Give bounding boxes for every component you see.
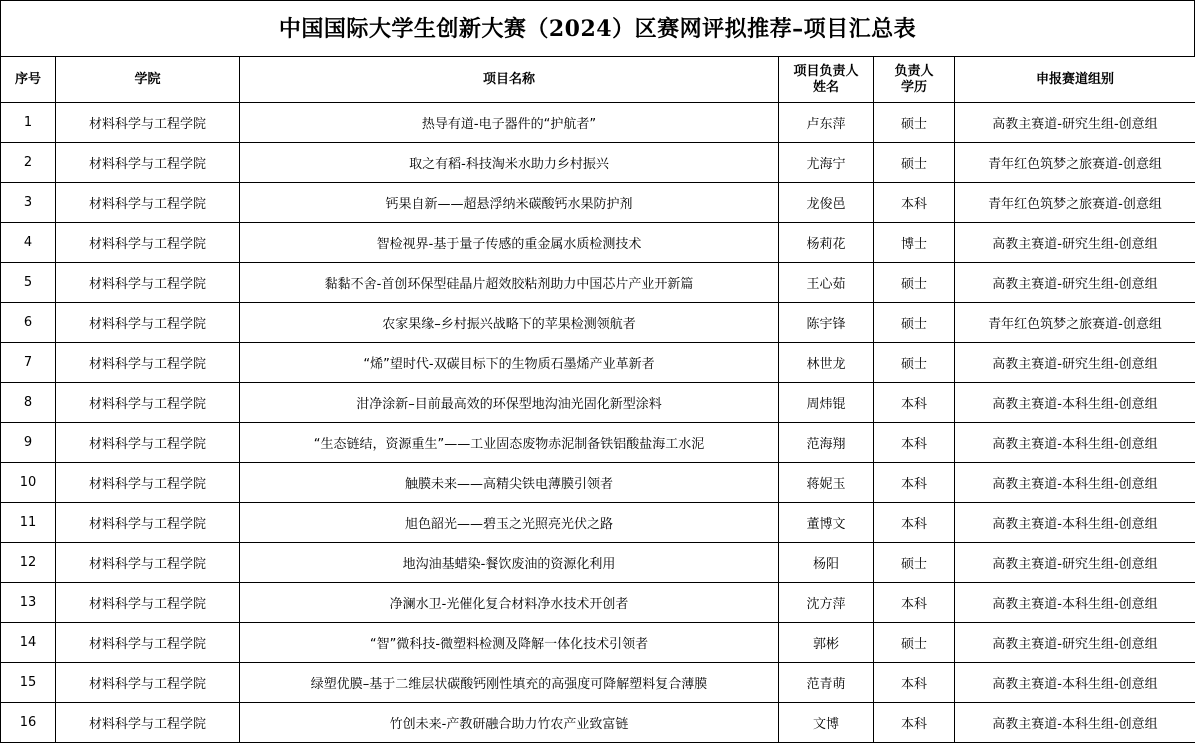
cell-track: 青年红色筑梦之旅赛道-创意组 xyxy=(955,143,1195,183)
cell-leader-name: 范海翔 xyxy=(779,423,874,463)
header-leader-name-line2: 姓名 xyxy=(812,79,839,95)
cell-leader-degree: 本科 xyxy=(874,183,955,223)
cell-leader-name: 王心茹 xyxy=(779,263,874,303)
table-row xyxy=(1,623,1195,663)
table-row xyxy=(1,383,1195,423)
cell-index: 8 xyxy=(1,383,56,423)
cell-project-name: 地沟油基蜡染-餐饮废油的资源化利用 xyxy=(240,543,779,583)
cell-leader-degree: 硕士 xyxy=(874,263,955,303)
cell-track: 青年红色筑梦之旅赛道-创意组 xyxy=(955,303,1195,343)
header-leader-degree xyxy=(874,57,955,103)
cell-leader-degree: 本科 xyxy=(874,463,955,503)
cell-leader-name: 卢东萍 xyxy=(779,103,874,143)
cell-project-name: 触膜未来——高精尖铁电薄膜引领者 xyxy=(240,463,779,503)
table-row xyxy=(1,143,1195,183)
cell-college: 材料科学与工程学院 xyxy=(56,143,240,183)
table-row xyxy=(1,663,1195,703)
cell-project-name: 旭色韶光——碧玉之光照亮光伏之路 xyxy=(240,503,779,543)
cell-college: 材料科学与工程学院 xyxy=(56,543,240,583)
cell-college: 材料科学与工程学院 xyxy=(56,583,240,623)
cell-index: 5 xyxy=(1,263,56,303)
cell-leader-name: 林世龙 xyxy=(779,343,874,383)
header-leader-name-line1: 项目负责人 xyxy=(793,63,859,79)
cell-project-name: “智”微科技-微塑料检测及降解一体化技术引领者 xyxy=(240,623,779,663)
cell-leader-degree: 硕士 xyxy=(874,343,955,383)
header-row xyxy=(1,57,1195,103)
cell-leader-degree: 本科 xyxy=(874,583,955,623)
cell-leader-degree: 硕士 xyxy=(874,303,955,343)
cell-index: 7 xyxy=(1,343,56,383)
cell-college: 材料科学与工程学院 xyxy=(56,183,240,223)
cell-project-name: 泔净涂新–目前最高效的环保型地沟油光固化新型涂料 xyxy=(240,383,779,423)
cell-track: 高教主赛道-研究生组-创意组 xyxy=(955,103,1195,143)
cell-project-name: 取之有稻-科技淘米水助力乡村振兴 xyxy=(240,143,779,183)
table-row xyxy=(1,303,1195,343)
table-row xyxy=(1,423,1195,463)
cell-index: 3 xyxy=(1,183,56,223)
cell-leader-name: 杨阳 xyxy=(779,543,874,583)
cell-index: 2 xyxy=(1,143,56,183)
header-project-name: 项目名称 xyxy=(240,57,779,103)
cell-leader-name: 杨莉花 xyxy=(779,223,874,263)
cell-index: 6 xyxy=(1,303,56,343)
cell-leader-degree: 本科 xyxy=(874,383,955,423)
cell-leader-degree: 硕士 xyxy=(874,623,955,663)
cell-leader-name: 董博文 xyxy=(779,503,874,543)
cell-track: 高教主赛道-本科生组-创意组 xyxy=(955,703,1195,743)
cell-project-name: 绿塑优膜–基于二维层状碳酸钙刚性填充的高强度可降解塑料复合薄膜 xyxy=(240,663,779,703)
header-index: 序号 xyxy=(1,57,56,103)
cell-project-name: 净澜水卫-光催化复合材料净水技术开创者 xyxy=(240,583,779,623)
cell-track: 高教主赛道-研究生组-创意组 xyxy=(955,263,1195,303)
cell-track: 高教主赛道-本科生组-创意组 xyxy=(955,383,1195,423)
cell-project-name: 热导有道-电子器件的“护航者” xyxy=(240,103,779,143)
cell-college: 材料科学与工程学院 xyxy=(56,263,240,303)
cell-index: 10 xyxy=(1,463,56,503)
cell-project-name: 钙果自新——超悬浮纳米碳酸钙水果防护剂 xyxy=(240,183,779,223)
table-row xyxy=(1,183,1195,223)
cell-college: 材料科学与工程学院 xyxy=(56,703,240,743)
cell-college: 材料科学与工程学院 xyxy=(56,383,240,423)
table-row xyxy=(1,103,1195,143)
cell-track: 高教主赛道-研究生组-创意组 xyxy=(955,543,1195,583)
table-body xyxy=(1,103,1195,743)
cell-college: 材料科学与工程学院 xyxy=(56,423,240,463)
cell-college: 材料科学与工程学院 xyxy=(56,503,240,543)
cell-track: 高教主赛道-本科生组-创意组 xyxy=(955,463,1195,503)
cell-leader-degree: 硕士 xyxy=(874,143,955,183)
table-row xyxy=(1,583,1195,623)
cell-leader-name: 尤海宁 xyxy=(779,143,874,183)
cell-leader-degree: 本科 xyxy=(874,423,955,463)
cell-college: 材料科学与工程学院 xyxy=(56,623,240,663)
cell-index: 9 xyxy=(1,423,56,463)
cell-leader-degree: 本科 xyxy=(874,703,955,743)
cell-leader-name: 龙俊邑 xyxy=(779,183,874,223)
cell-college: 材料科学与工程学院 xyxy=(56,103,240,143)
cell-index: 11 xyxy=(1,503,56,543)
cell-track: 高教主赛道-本科生组-创意组 xyxy=(955,503,1195,543)
cell-track: 青年红色筑梦之旅赛道-创意组 xyxy=(955,183,1195,223)
cell-college: 材料科学与工程学院 xyxy=(56,223,240,263)
header-leader-degree-line1: 负责人 xyxy=(894,63,934,79)
cell-leader-degree: 博士 xyxy=(874,223,955,263)
cell-project-name: 智检视界-基于量子传感的重金属水质检测技术 xyxy=(240,223,779,263)
header-college: 学院 xyxy=(56,57,240,103)
cell-index: 1 xyxy=(1,103,56,143)
cell-leader-name: 陈宇锋 xyxy=(779,303,874,343)
table-row xyxy=(1,543,1195,583)
table-row xyxy=(1,463,1195,503)
cell-track: 高教主赛道-本科生组-创意组 xyxy=(955,663,1195,703)
cell-leader-degree: 本科 xyxy=(874,503,955,543)
table-row xyxy=(1,503,1195,543)
cell-track: 高教主赛道-研究生组-创意组 xyxy=(955,223,1195,263)
cell-project-name: 竹创未来-产教研融合助力竹农产业致富链 xyxy=(240,703,779,743)
table-row xyxy=(1,263,1195,303)
cell-college: 材料科学与工程学院 xyxy=(56,303,240,343)
cell-project-name: “烯”望时代-双碳目标下的生物质石墨烯产业革新者 xyxy=(240,343,779,383)
cell-index: 13 xyxy=(1,583,56,623)
cell-index: 4 xyxy=(1,223,56,263)
cell-college: 材料科学与工程学院 xyxy=(56,463,240,503)
cell-leader-name: 文博 xyxy=(779,703,874,743)
header-track: 申报赛道组别 xyxy=(955,57,1195,103)
table-row xyxy=(1,703,1195,743)
cell-college: 材料科学与工程学院 xyxy=(56,343,240,383)
header-leader-name xyxy=(779,57,874,103)
cell-project-name: 农家果缘–乡村振兴战略下的苹果检测领航者 xyxy=(240,303,779,343)
project-summary-table xyxy=(0,56,1195,743)
table-row xyxy=(1,343,1195,383)
cell-college: 材料科学与工程学院 xyxy=(56,663,240,703)
cell-track: 高教主赛道-研究生组-创意组 xyxy=(955,343,1195,383)
cell-leader-name: 蒋妮玉 xyxy=(779,463,874,503)
table-row xyxy=(1,223,1195,263)
cell-leader-name: 周炜锟 xyxy=(779,383,874,423)
cell-track: 高教主赛道-本科生组-创意组 xyxy=(955,423,1195,463)
cell-index: 16 xyxy=(1,703,56,743)
cell-leader-degree: 硕士 xyxy=(874,543,955,583)
cell-index: 15 xyxy=(1,663,56,703)
cell-index: 14 xyxy=(1,623,56,663)
cell-leader-name: 范青萌 xyxy=(779,663,874,703)
header-leader-degree-line2: 学历 xyxy=(900,79,927,95)
cell-project-name: 黏黏不舍-首创环保型硅晶片超效胶粘剂助力中国芯片产业开新篇 xyxy=(240,263,779,303)
cell-leader-name: 沈方萍 xyxy=(779,583,874,623)
cell-leader-degree: 本科 xyxy=(874,663,955,703)
cell-track: 高教主赛道-本科生组-创意组 xyxy=(955,583,1195,623)
cell-leader-name: 郭彬 xyxy=(779,623,874,663)
cell-index: 12 xyxy=(1,543,56,583)
cell-project-name: “生态链结，资源重生”——工业固态废物赤泥制备铁铝酸盐海工水泥 xyxy=(240,423,779,463)
cell-leader-degree: 硕士 xyxy=(874,103,955,143)
cell-track: 高教主赛道-研究生组-创意组 xyxy=(955,623,1195,663)
sheet-title: 中国国际大学生创新大赛（2024）区赛网评拟推荐–项目汇总表 xyxy=(0,0,1195,56)
